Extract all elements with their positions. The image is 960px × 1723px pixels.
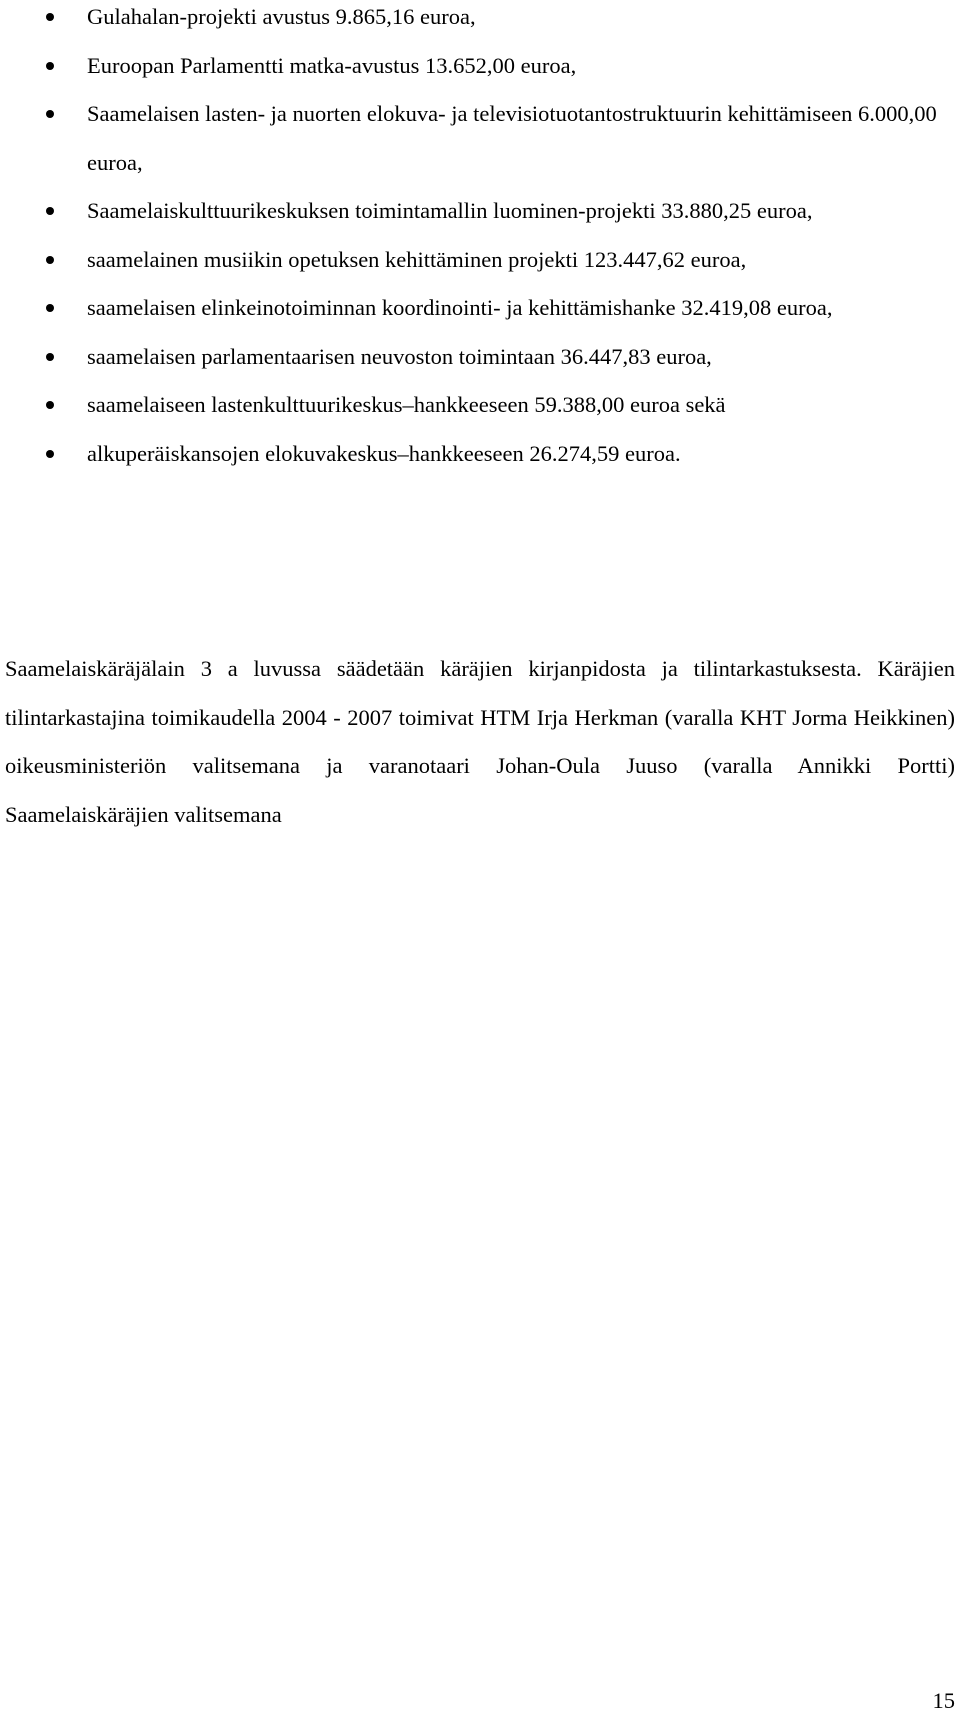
list-item: saamelainen musiikin opetuksen kehittäminen projekti 123.447,62 euroa, [0,236,960,285]
list-item: saamelaiseen lastenkulttuurikeskus–hankkeeseen 59.388,00 euroa sekä [0,381,960,430]
page-number: 15 [932,1688,955,1713]
body-paragraph: Saamelaiskäräjälain 3 a luvussa säädetään käräjien kirjanpidosta ja tilintarkastuksesta. Käräjien tilintarkastajina toimikaudella 2004 - 2007 toimivat HTM Irja Herkman (varalla KHT Jorma Heikkinen) oikeusministeriön valitsemana ja varanotaari Johan-Oula Juuso (varalla Annikki Portti) Saamelaiskäräjien valitsemana [5,656,955,828]
list-item: Saamelaiskulttuurikeskuksen toimintamallin luominen-projekti 33.880,25 euroa, [0,187,960,236]
list-item: alkuperäiskansojen elokuvakeskus–hankkeeseen 26.274,59 euroa. [0,430,960,479]
list-item: Euroopan Parlamentti matka-avustus 13.652,00 euroa, [0,42,960,91]
list-item: Gulahalan-projekti avustus 9.865,16 euroa, [0,0,960,42]
list-item: saamelaisen elinkeinotoiminnan koordinointi- ja kehittämishanke 32.419,08 euroa, [0,284,960,333]
list-item: saamelaisen parlamentaarisen neuvoston toimintaan 36.447,83 euroa, [0,333,960,382]
bullet-list [0,0,960,478]
list-item: Saamelaisen lasten- ja nuorten elokuva- ja televisiotuotantostruktuurin kehittämiseen 6.000,00 euroa, [0,90,960,187]
